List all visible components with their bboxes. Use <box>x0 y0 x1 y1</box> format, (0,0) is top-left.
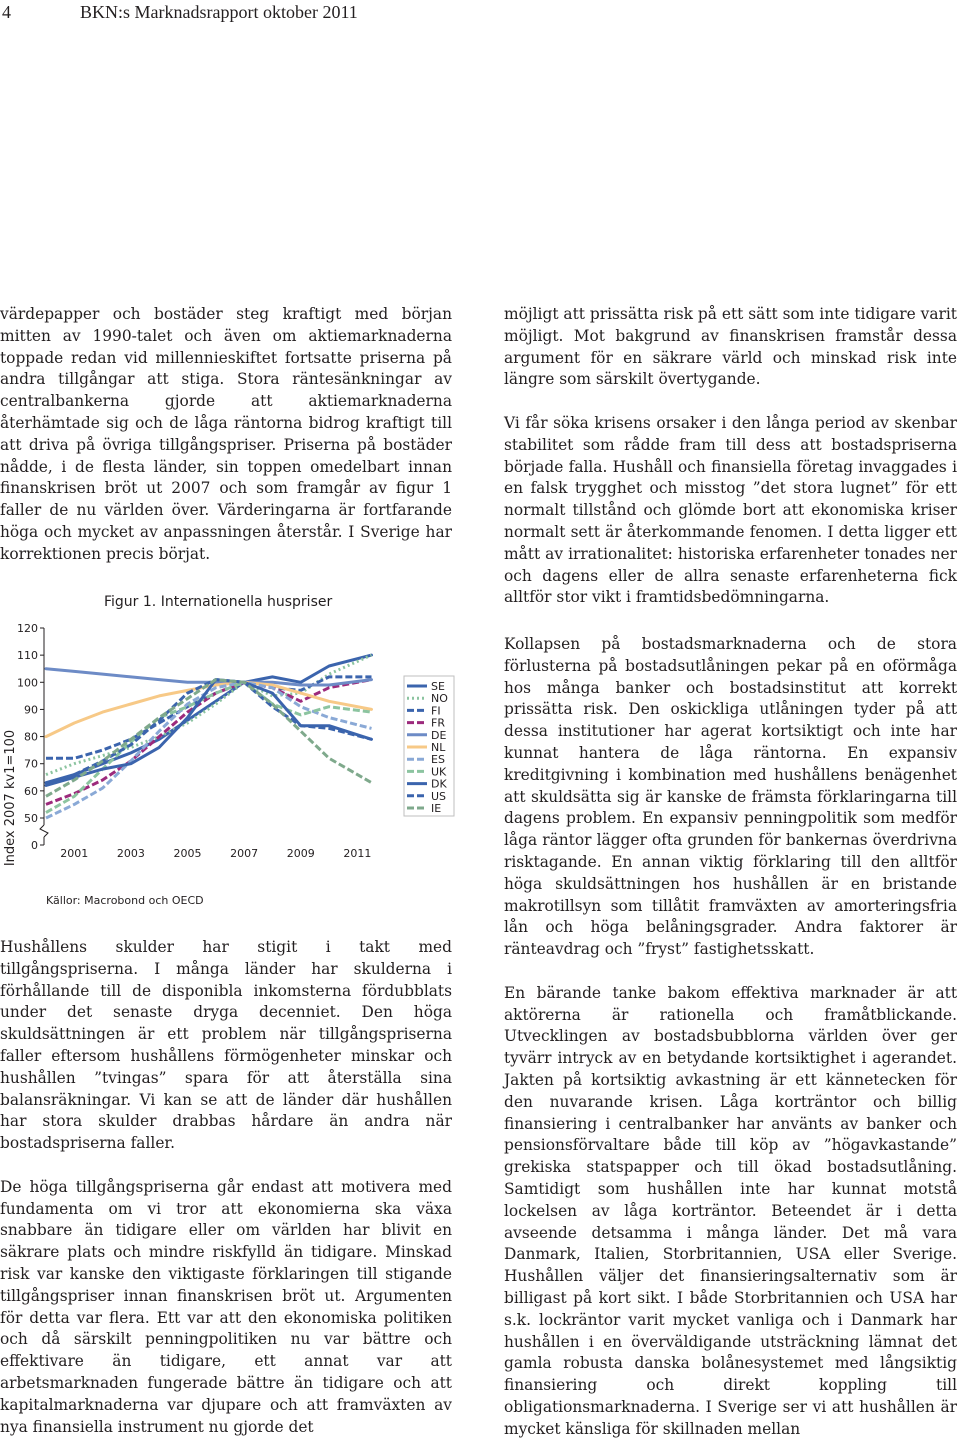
paragraph: möjligt att prissätta risk på ett sätt som inte tidigare varit möjligt. Mot bakgrund av finanskrisen framstår dessa argument för en säkrare värld och minskad risk inte längre som särskilt övertygande. <box>504 305 957 389</box>
chart-source: Källor: Macrobond och OECD <box>46 894 204 907</box>
legend-label-fr: FR <box>431 716 445 730</box>
x-tick-label: 2007 <box>230 847 259 860</box>
series-line-es <box>46 682 372 818</box>
x-tick-label: 2009 <box>286 847 315 860</box>
y-tick-label: 100 <box>17 676 38 690</box>
x-tick-label: 2005 <box>173 847 202 860</box>
legend-label-us: US <box>431 789 447 803</box>
paragraph: värdepapper och bostäder steg kraftigt med början mitten av 1990-talet och även om aktiemarknaderna toppade redan vid millennieskiftet fortsatte priserna på andra tillgångar att stiga. Stora räntesänkningar av centralbankerna gjorde att aktiemarknaderna återhämtade sig och de låga räntorna bidrog kraftigt till att driva på övriga tillgångspriser. Priserna på bostäder nådde, i de flesta länder, sin toppen omedelbart innan finanskrisen bröt ut 2007 och som framgår av figur 1 faller de nu världen över. Värderingarna är fortfarande höga och mycket av anpassningen återstår. I Sverige har korrektionen precis börjat. <box>0 305 452 563</box>
legend-label-fi: FI <box>431 704 441 718</box>
paragraph: De höga tillgångspriserna går endast att motivera med fundamenta om vi tror att ekonomierna ska växa snabbare än tidigare eller om världen har blivit en säkrare plats och mindre riskfylld än tidigare. Minskad risk var kanske den viktigaste förklaringen till stigande tillgångspriser innan finanskrisen bröt ut. Argumenten för detta var flera. Ett var att den ekonomiska politiken och då särskilt penningpolitiken nu var bättre och effektivare än tidigare, ett annat var att arbetsmarknaden fungerade bättre än tidigare och att kapitalmarknaderna var djupare och att framväxten av nya finansiella instrument nu gjorde det <box>0 1177 452 1436</box>
y-tick-label: 80 <box>24 730 38 744</box>
x-tick-label: 2003 <box>116 847 145 860</box>
y-tick-label: 50 <box>24 812 38 825</box>
y-tick-label: 110 <box>17 649 38 663</box>
paragraph: Kollapsen på bostadsmarknaderna och de stora förlusterna på bostadsutlåningen pekar på en oförmåga hos många banker och bostadsinstitut att korrekt prissätta risk. Den oskickliga utlåningen tyder på att dessa institutioner har agerat kortsiktigt och inte har kunnat hantera de låga räntorna. En expansiv kreditgivning i kombination med hushållens benägenhet att skuldsätta sig är kanske de främsta förklaringarna till dagens problem. En expansiv penningpolitik som medför låga räntor lägger ofta grunden för bankernas överdrivna risktagande. En annan viktig förklaring till den alltför höga skuldsättningen hos hushållen är en bristande makrotillsyn som tillåtit framväxten av amorteringsfria lån och höga belåningsgrader. Andra faktorer är ränteavdrag och ”fryst” fastighetsskatt. <box>504 635 957 959</box>
legend-label-se: SE <box>431 680 445 693</box>
page-number: 4 <box>2 2 11 22</box>
chart-title: Figur 1. Internationella huspriser <box>104 594 333 610</box>
y-tick-label: 90 <box>24 703 38 717</box>
legend-label-no: NO <box>431 692 448 706</box>
house-price-chart <box>0 588 500 918</box>
y-tick-label: 70 <box>24 757 38 771</box>
left-column-bottom <box>0 937 452 1438</box>
right-column-top <box>504 304 957 609</box>
legend-label-dk: DK <box>431 777 447 791</box>
x-tick-label: 2001 <box>60 847 89 860</box>
legend-label-de: DE <box>431 728 447 742</box>
paragraph: Hushållens skulder har stigit i takt med tillgångspriserna. I många länder har skulderna i förhållande till de disponibla inkomsterna fördubblats under det senaste dryga decenniet. Den höga skuldsättningen är ett problem när tillgångspriserna faller eftersom hushållens förmögenheter minskar och hushållen ”tvingas” spara för att återställa sina balansräkningar. Vi kan se att de länder där hushållen har stora skulder drabbas hårdare än andra när bostadspriserna faller. <box>0 938 452 1153</box>
legend-label-ie: IE <box>431 802 442 815</box>
x-tick-label: 2011 <box>343 847 372 860</box>
left-column-top <box>0 304 452 566</box>
right-column-bottom <box>504 634 957 1440</box>
y-axis-label: Index 2007 kv1=100 <box>3 729 18 867</box>
axis-break-mark <box>40 825 48 837</box>
series-lines <box>46 655 372 818</box>
legend-label-uk: UK <box>431 765 447 779</box>
paragraph: En bärande tanke bakom effektiva marknader är att aktörerna är rationella och framåtblickande. Utvecklingen av bostadsbubblorna världen över ger tyvärr intryck av en betydande kortsiktighet i agerandet. Jakten på kortsiktig avkastning är ett kännetecken för den nuvarande krisen. Låga korträntor och billig finansiering i centralbanker har använts av banker och pensionsförvaltare både till köp av ”högavkastande” grekiska statspapper och till ökad bostadsutlåning. Samtidigt som hushållen inte har kunnat motstå lockelsen av låga korträntor. Beteendet är i detta avseende detsamma i många länder. Det må vara Danmark, Italien, Storbritannien, USA eller Sverige. Hushållen väljer det finansieringsalternativ som är billigast på kort sikt. I både Storbritannien och USA har s.k. lockräntor varit mycket vanliga och i Danmark har hushållen i en överväldigande utsträckning lämnat det gamla robusta danska bolånesystemet med långsiktig finansiering och direkt koppling till obligationsmarknaderna. I Sverige ser vi att hushållen är mycket känsliga för skillnaden mellan <box>504 983 957 1438</box>
chart-axes <box>17 622 371 860</box>
chart-legend <box>404 676 454 816</box>
legend-label-es: ES <box>431 753 445 767</box>
y-tick-label: 60 <box>24 784 38 798</box>
page-header <box>0 0 960 28</box>
paragraph: Vi får söka krisens orsaker i den långa period av skenbar stabilitet som rådde fram till dess att bostadspriserna började falla. Hushåll och finansiella företag invaggades i en falsk trygghet och misstog ”det stora lugnet” för ett normalt tillstånd och glömde bort att ekonomiska kriser normalt sett är återkommande fenomen. I detta ligger ett mått av irrationalitet: historiska erfarenheter tonades ner och dagens eller de allra senaste erfarenheterna fick alltför stor vikt i framtidsbedömningarna. <box>504 413 957 607</box>
y-tick-label: 120 <box>17 622 38 635</box>
running-title: BKN:s Marknadsrapport oktober 2011 <box>80 2 358 22</box>
y-tick-label: 0 <box>31 839 38 852</box>
legend-label-nl: NL <box>431 741 446 754</box>
